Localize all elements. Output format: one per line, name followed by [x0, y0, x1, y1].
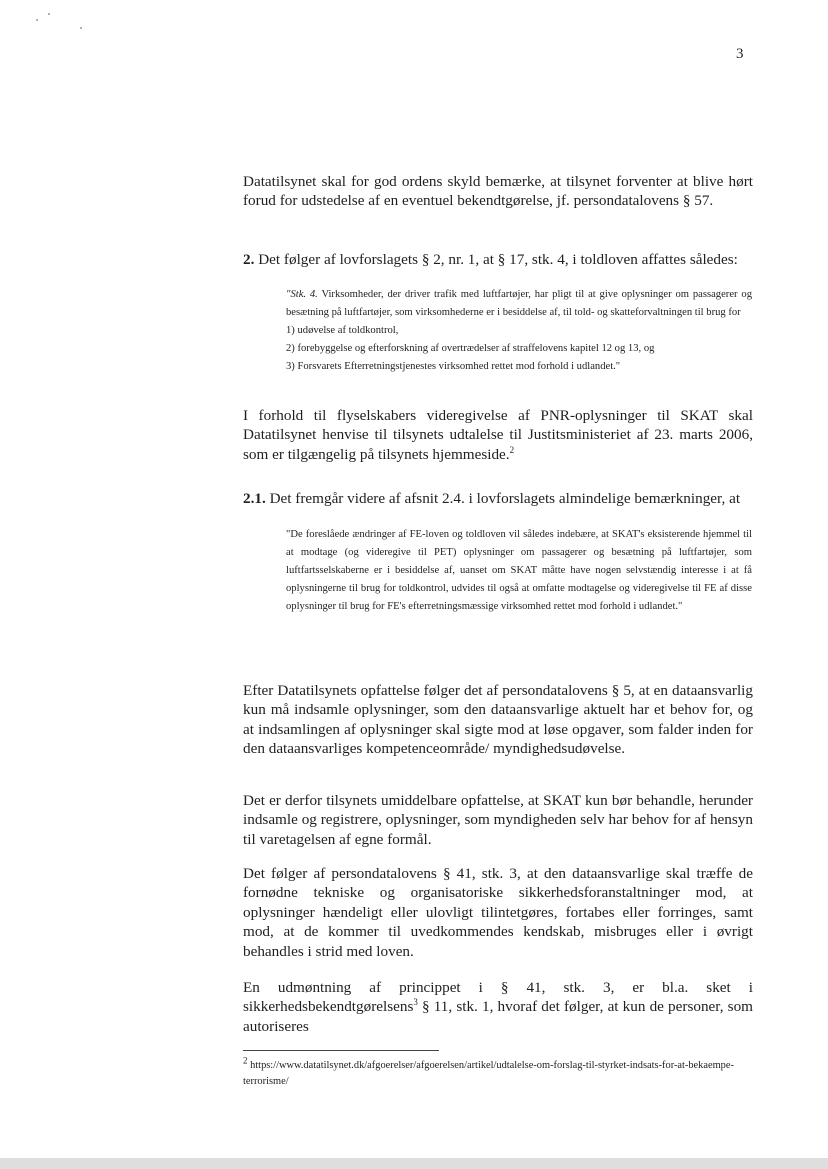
- section-number: 2.: [243, 251, 255, 268]
- paragraph-text: I forhold til flyselskabers videregivelse af PNR-oplysninger til SKAT skal Datatilsynet henvise til tilsynets udtalelse til Justitsministeriet af 23. marts 2006, som er tilgængelig på tilsynets hjemmeside.: [243, 407, 753, 463]
- footnote-link[interactable]: https://www.datatilsynet.dk/afgoerelser/afgoerelsen/artikel/udtalelse-om-forslag-til-styrket-indsats-for-at-bekaempe-terrorisme/: [243, 1060, 734, 1087]
- paragraph-text: § 11, stk. 1, hvoraf det følger, at kun de personer, som autoriseres: [243, 998, 753, 1035]
- quote-line: [286, 286, 752, 322]
- footnote: [243, 1055, 753, 1090]
- scan-speck: [48, 13, 50, 15]
- quote-stk-label: "Stk. 4.: [286, 289, 318, 300]
- scan-edge: [0, 1158, 828, 1169]
- section-number: 2.1.: [243, 490, 266, 507]
- block-quote-toldloven: [286, 286, 752, 376]
- paragraph-pnr: [243, 406, 753, 464]
- paragraph-text: En udmøntning af princippet i § 41, stk. 3, er bl.a. sket i sikkerhedsbekendtgørelsens: [243, 979, 753, 1016]
- quote-list-item: 3) Forsvarets Efterretningstjenestes virksomhed rettet mod forhold i udlandet.": [286, 361, 621, 373]
- paragraph-text: Det følger af lovforslagets § 2, nr. 1, at § 17, stk. 4, i toldloven affattes således:: [254, 251, 738, 268]
- footnote-reference: 3: [413, 997, 418, 1008]
- paragraph-persondataloven-41: Det følger af persondatalovens § 41, stk. 3, at den dataansvarlige skal træffe de fornødne tekniske og organisatoriske sikkerhedsforanstaltninger mod, at oplysninger hændeligt eller ulovligt tilintetgøres, fortabes eller forringes, samt mod, at de kommer til uvedkommendes kendskab, misbruges eller i øvrigt behandles i strid med loven.: [243, 865, 753, 960]
- paragraph-persondataloven-5: Efter Datatilsynets opfattelse følger det af persondatalovens § 5, at en dataansvarlig kun må indsamle oplysninger, som den dataansvarlige aktuelt har et behov for, og at indsamlingen af oplysninger skal sigte mod at løse opgaver, som falder inden for den dataansvarliges kompetenceområde/ myndighedsudøvelse.: [243, 682, 753, 758]
- scan-speck: [80, 27, 82, 29]
- paragraph-section-2: [243, 250, 753, 269]
- quote-text: Virksomheder, der driver trafik med luftfartøjer, har pligt til at give oplysninger om passagerer og besætning på luftfartøjer, som virksomhederne er i besiddelse af, til told- og skatteforvaltningen til brug for: [286, 289, 752, 319]
- quote-list-item: 1) udøvelse af toldkontrol,: [286, 325, 399, 337]
- quote-list-item: 2) forebyggelse og efterforskning af overtrædelser af straffelovens kapitel 12 og 13, og: [286, 343, 655, 355]
- block-quote-bemaerkninger: "De foreslåede ændringer af FE-loven og toldloven vil således indebære, at SKAT's eksisterende hjemmel til at modtage (og videregive til PET) oplysninger om passagerer og besætning på luftfartøjer, som luftfartsselskaberne er i besiddelse af, uanset om SKAT måtte have nogen selvstændig interesse i at få oplysningerne til brug for toldkontrol, udvides til også at omfatte modtagelse og videregivelse til FE af disse oplysninger til brug for FE's efterretningsmæssige virksomhed rettet mod forhold i udlandet.": [286, 529, 752, 613]
- paragraph-sikkerhedsbekendtgoerelse: [243, 978, 753, 1036]
- page-number: 3: [736, 46, 744, 62]
- paragraph-skat-behandling: Det er derfor tilsynets umiddelbare opfattelse, at SKAT kun bør behandle, herunder indsamle og registrere, oplysninger, som myndigheden selv har behov for af hensyn til varetagelsen af egne formål.: [243, 792, 753, 848]
- paragraph-text: Det fremgår videre af afsnit 2.4. i lovforslagets almindelige bemærkninger, at: [265, 490, 741, 507]
- paragraph-forventning: Datatilsynet skal for god ordens skyld bemærke, at tilsynet forventer at blive hørt forud for udstedelse af en eventuel bekendtgørelse, jf. persondatalovens § 57.: [243, 173, 753, 210]
- footnote-separator: [243, 1050, 439, 1051]
- paragraph-section-2-1: [243, 489, 753, 508]
- footnote-number: 2: [243, 1055, 248, 1066]
- footnote-reference: 2: [509, 444, 515, 455]
- scan-speck: [36, 19, 38, 21]
